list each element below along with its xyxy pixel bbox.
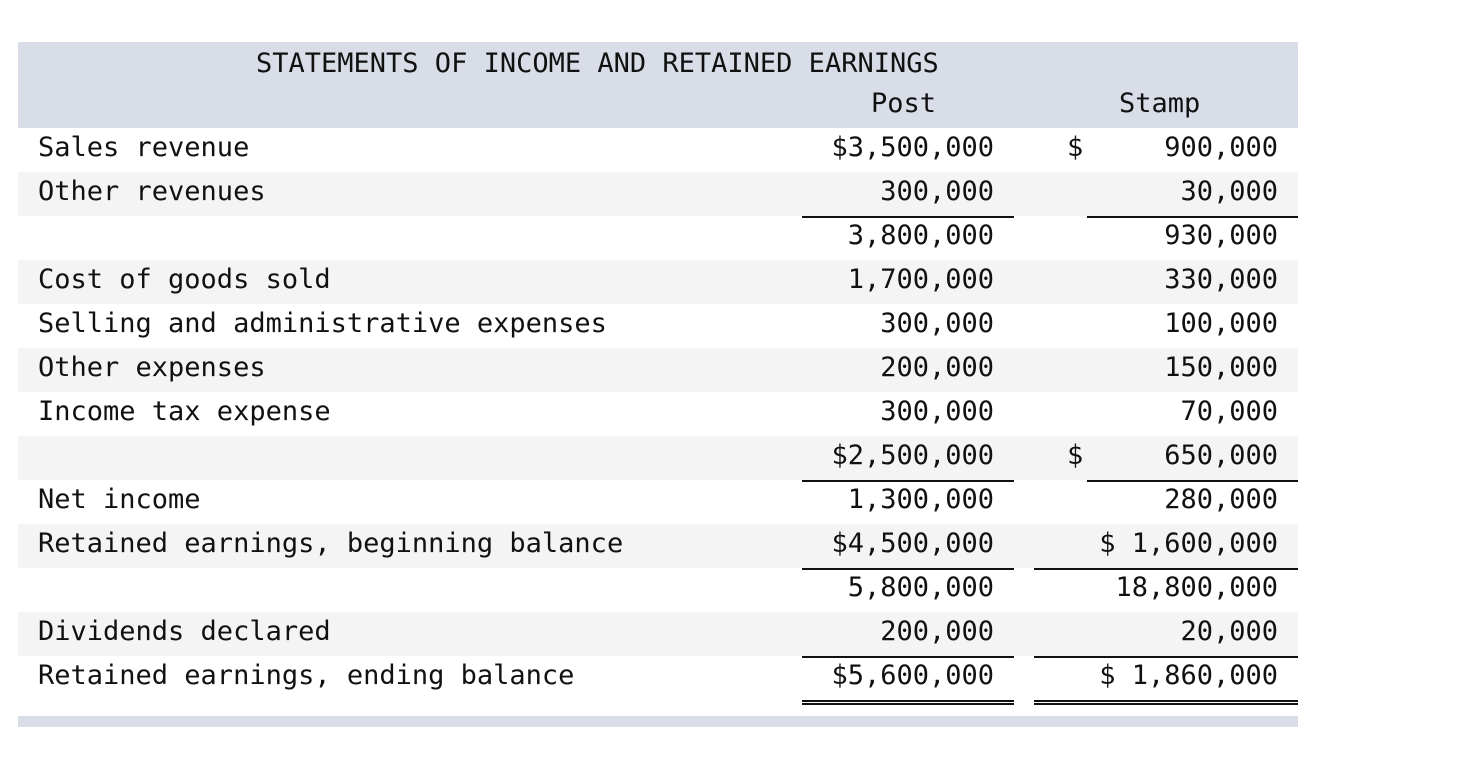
stamp-amount: $ 1,860,000 [1099,660,1278,691]
stamp-amount: 20,000 [1180,616,1278,647]
post-cell [802,568,1014,612]
post-amount: 1,700,000 [847,264,994,295]
post-amount: 1,300,000 [847,484,994,515]
row-label: Retained earnings, beginning balance [38,528,624,559]
row-label: Other revenues [38,176,266,207]
row-label: Retained earnings, ending balance [38,660,575,691]
statement-header [18,42,1298,128]
column-header-post: Post [871,88,937,119]
table-row [18,436,1298,480]
post-cell [802,304,1014,348]
stamp-cell [1087,216,1298,265]
post-cell [802,172,1014,218]
income-statement [18,42,1298,700]
post-cell [802,348,1014,392]
table-row [18,656,1298,700]
post-cell [802,260,1014,304]
post-cell [802,128,1014,172]
statement-title: STATEMENTS OF INCOME AND RETAINED EARNINGS [256,48,939,79]
row-label: Cost of goods sold [38,264,331,295]
post-cell [802,656,1014,705]
table-row [18,216,1298,260]
row-label: Net income [38,484,201,515]
post-amount: 300,000 [880,396,994,427]
stamp-cell [1087,348,1298,392]
stamp-cell [1034,656,1298,705]
row-label: Dividends declared [38,616,331,647]
post-cell [802,480,1014,524]
post-cell [802,436,1014,482]
row-label: Income tax expense [38,396,331,427]
footer-divider [18,716,1298,727]
table-row [18,172,1298,216]
post-amount: 5,800,000 [847,572,994,603]
stamp-cell [1087,392,1298,438]
post-cell [802,612,1014,658]
table-row [18,524,1298,568]
table-row [18,260,1298,304]
stamp-amount: $ 1,600,000 [1099,528,1278,559]
stamp-amount: 100,000 [1164,308,1278,339]
table-row [18,348,1298,392]
stamp-amount: 18,800,000 [1115,572,1278,603]
stamp-amount: 280,000 [1164,484,1278,515]
table-row [18,480,1298,524]
stamp-amount: 930,000 [1164,220,1278,251]
post-amount: $2,500,000 [831,440,994,471]
stamp-amount: 900,000 [1164,132,1278,163]
table-row [18,612,1298,656]
table-row [18,392,1298,436]
stamp-dollar-sign: $ [1067,132,1084,163]
stamp-cell [1087,260,1298,304]
row-label: Selling and administrative expenses [38,308,607,339]
post-amount: 200,000 [880,352,994,383]
post-cell [802,216,1014,265]
stamp-cell [1034,524,1298,570]
post-amount: $3,500,000 [831,132,994,163]
stamp-cell [1034,568,1298,612]
post-amount: 3,800,000 [847,220,994,251]
stamp-amount: 150,000 [1164,352,1278,383]
post-cell [802,524,1014,570]
stamp-cell [1087,172,1298,218]
column-header-stamp: Stamp [1119,88,1201,119]
post-cell [802,392,1014,438]
post-amount: 300,000 [880,308,994,339]
stamp-cell [1034,612,1298,658]
stamp-amount: 330,000 [1164,264,1278,295]
stamp-cell [1087,304,1298,348]
table-row [18,128,1298,172]
stamp-cell [1067,128,1298,172]
stamp-amount: 70,000 [1180,396,1278,427]
post-amount: $4,500,000 [831,528,994,559]
stamp-cell [1067,436,1298,482]
stamp-dollar-sign: $ [1067,440,1084,471]
table-row [18,304,1298,348]
stamp-amount: 30,000 [1180,176,1278,207]
table-row [18,568,1298,612]
stamp-amount: 650,000 [1164,440,1278,471]
row-label: Other expenses [38,352,266,383]
row-label: Sales revenue [38,132,250,163]
post-amount: 200,000 [880,616,994,647]
stamp-cell [1087,480,1298,524]
post-amount: 300,000 [880,176,994,207]
post-amount: $5,600,000 [831,660,994,691]
